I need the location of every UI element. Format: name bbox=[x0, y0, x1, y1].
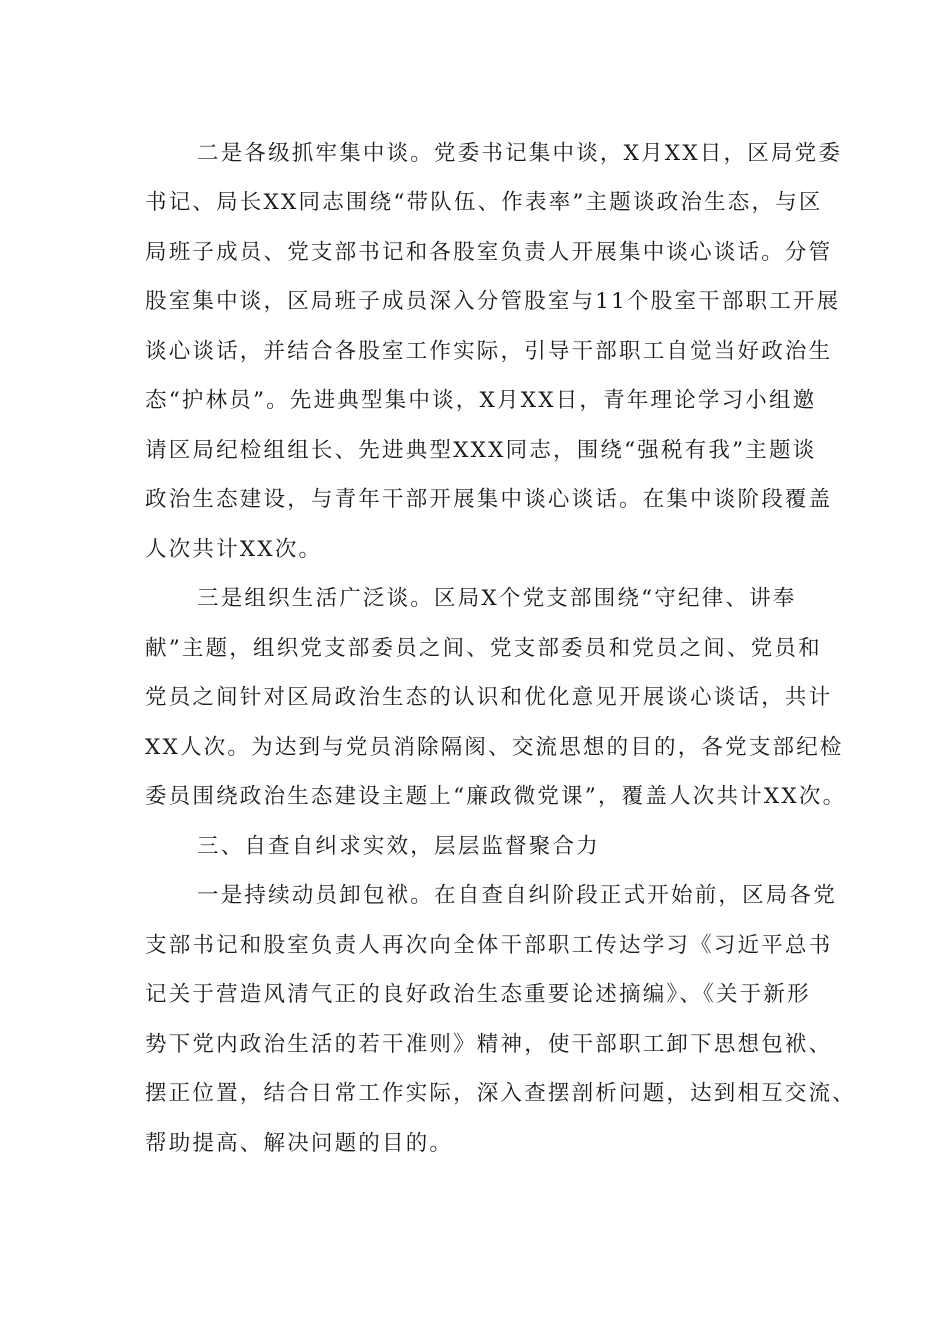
text-line: 党员之间针对区局政治生态的认识和优化意见开展谈心谈话，共计 bbox=[145, 685, 833, 710]
text-line: XX人次。为达到与党员消除隔阂、交流思想的目的，各党支部纪检 bbox=[145, 735, 844, 760]
text-line: 势下党内政治生活的若干准则》精神，使干部职工卸下思想包袱、 bbox=[145, 1032, 833, 1057]
text-line: 局班子成员、党支部书记和各股室负责人开展集中谈心谈话。分管 bbox=[145, 240, 833, 265]
text-line: 书记、局长XX同志围绕“带队伍、作表率”主题谈政治生态，与区 bbox=[145, 190, 823, 215]
text-line: 二是各级抓牢集中谈。党委书记集中谈，X月XX日，区局党委 bbox=[197, 141, 843, 166]
text-line: 三是组织生活广泛谈。区局X个党支部围绕“守纪律、讲奉 bbox=[197, 586, 797, 611]
text-line: 一是持续动员卸包袱。在自查自纠阶段正式开始前，区局各党 bbox=[197, 883, 837, 908]
text-line: 摆正位置，结合日常工作实际，深入查摆剖析问题，达到相互交流、 bbox=[145, 1081, 857, 1106]
text-line: 政治生态建设，与青年干部开展集中谈心谈话。在集中谈阶段覆盖 bbox=[145, 487, 833, 512]
text-line: 记关于营造风清气正的良好政治生态重要论述摘编》、《关于新形 bbox=[145, 982, 811, 1007]
section-heading: 三、自查自纠求实效，层层监督聚合力 bbox=[197, 834, 600, 859]
text-line: 请区局纪检组组长、先进典型XXX同志，围绕“强税有我”主题谈 bbox=[145, 438, 817, 463]
text-line: 委员围绕政治生态建设主题上“廉政微党课”，覆盖人次共计XX次。 bbox=[145, 784, 847, 809]
text-line: 股室集中谈，区局班子成员深入分管股室与11个股室干部职工开展 bbox=[145, 289, 841, 314]
text-line: 态“护林员”。先进典型集中谈，X月XX日，青年理论学习小组邀 bbox=[145, 388, 817, 413]
text-line: 支部书记和股室负责人再次向全体干部职工传达学习《习近平总书 bbox=[145, 933, 833, 958]
text-line: 谈心谈话，并结合各股室工作实际，引导干部职工自觉当好政治生 bbox=[145, 339, 833, 364]
text-line: 人次共计XX次。 bbox=[145, 537, 323, 562]
text-line: 帮助提高、解决问题的目的。 bbox=[145, 1131, 454, 1156]
text-line: 献”主题，组织党支部委员之间、党支部委员和党员之间、党员和 bbox=[145, 636, 822, 661]
